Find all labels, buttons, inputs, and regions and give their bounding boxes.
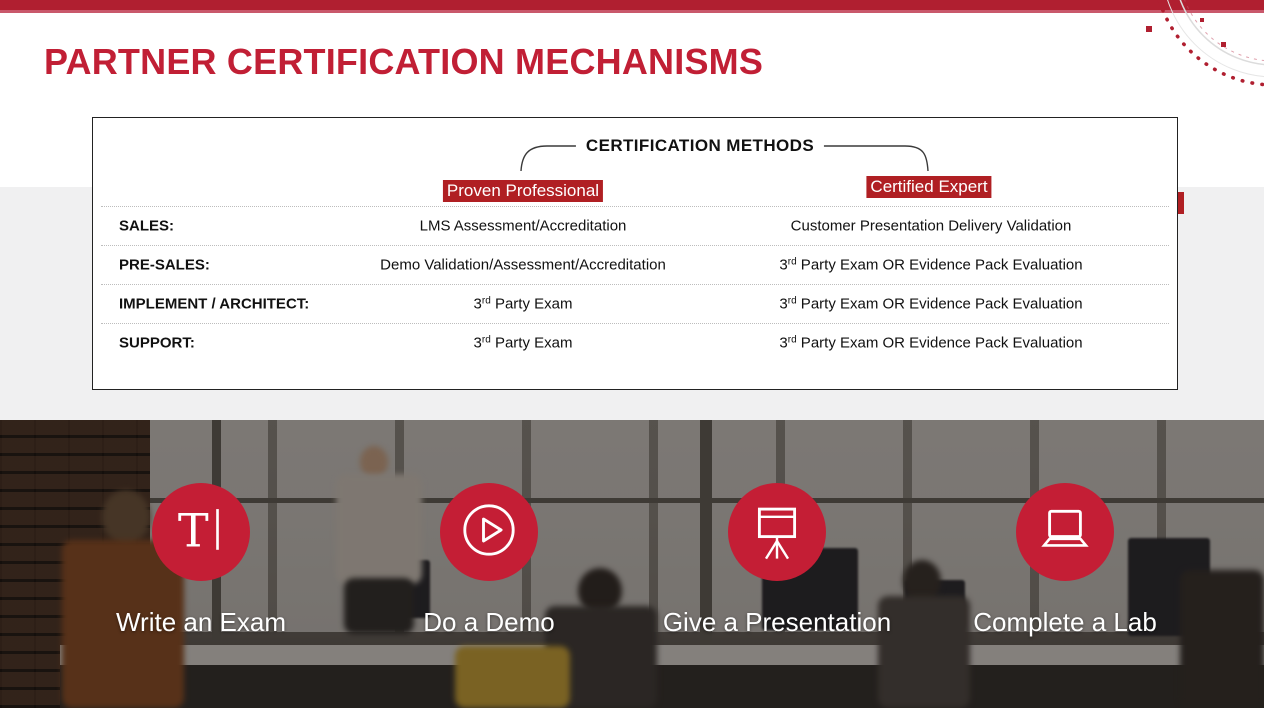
cell-proven: LMS Assessment/Accreditation <box>419 217 627 235</box>
red-edge-decoration <box>1177 192 1184 214</box>
method-write-exam <box>71 483 331 638</box>
method-circle <box>1016 483 1114 581</box>
svg-text:T: T <box>177 503 209 558</box>
cell-proven: 3rd Party Exam <box>473 334 573 352</box>
row-label: PRE-SALES: <box>119 256 210 274</box>
method-complete-lab <box>935 483 1195 638</box>
table-row <box>101 284 1169 323</box>
column-header-proven-professional: Proven Professional <box>443 180 603 202</box>
text-cursor-icon <box>168 497 234 563</box>
cell-proven: Demo Validation/Assessment/Accreditation <box>380 256 666 274</box>
method-label: Give a Presentation <box>662 607 892 637</box>
method-label: Complete a Lab <box>973 607 1157 637</box>
table-row <box>101 245 1169 284</box>
row-label: IMPLEMENT / ARCHITECT: <box>119 295 310 313</box>
presentation-easel-icon <box>744 497 810 563</box>
row-label: SUPPORT: <box>119 334 195 352</box>
method-label: Write an Exam <box>115 607 286 637</box>
laptop-icon <box>1032 497 1098 563</box>
column-header-certified-expert: Certified Expert <box>866 176 991 198</box>
table-row <box>101 206 1169 245</box>
table-title: CERTIFICATION METHODS <box>576 136 824 156</box>
table-rows <box>101 206 1169 362</box>
row-label: SALES: <box>119 217 175 235</box>
method-circle <box>152 483 250 581</box>
cell-expert: 3rd Party Exam OR Evidence Pack Evaluation <box>779 295 1083 313</box>
cell-expert: Customer Presentation Delivery Validation <box>790 217 1072 235</box>
method-circle <box>440 483 538 581</box>
cell-proven: 3rd Party Exam <box>473 295 573 313</box>
corner-arc-decoration <box>1124 0 1264 110</box>
play-icon <box>456 497 522 563</box>
certification-table <box>92 117 1178 390</box>
cell-expert: 3rd Party Exam OR Evidence Pack Evaluation <box>779 256 1083 274</box>
method-label: Do a Demo <box>423 607 555 637</box>
top-accent-bar <box>0 0 1264 13</box>
method-circle <box>728 483 826 581</box>
method-give-presentation <box>647 483 907 638</box>
cell-expert: 3rd Party Exam OR Evidence Pack Evaluation <box>779 334 1083 352</box>
method-do-demo <box>359 483 619 638</box>
table-row <box>101 323 1169 362</box>
page-title: PARTNER CERTIFICATION MECHANISMS <box>44 41 764 82</box>
